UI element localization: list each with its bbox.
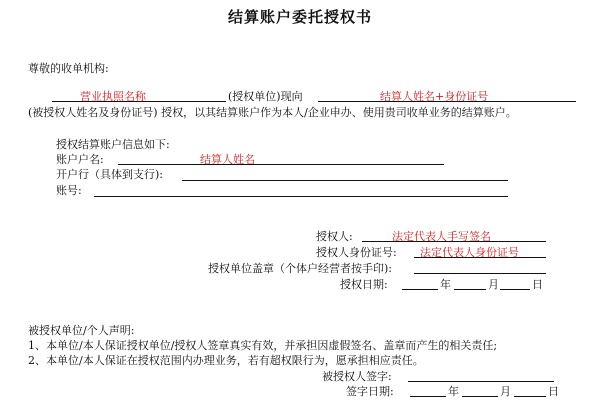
account-holder-label: 账户户名:	[56, 153, 104, 166]
business-license-name-placeholder: 营业执照名称	[80, 90, 146, 103]
auth-year-label: 年	[440, 278, 451, 291]
signer-label: 被授权人签字:	[322, 370, 392, 383]
authorization-continuation: (被授权人姓名及身份证号) 授权，以其结算账户作为本人/企业申办、使用贵司收单业务的结算账户。	[28, 106, 517, 119]
account-number-line[interactable]	[94, 196, 508, 197]
authorizer-label: 授权人:	[316, 230, 353, 243]
signer-line[interactable]	[408, 381, 554, 382]
authorizer-id-placeholder: 法定代表人身份证号	[420, 246, 519, 259]
authorization-date-label: 授权日期:	[340, 278, 388, 291]
account-holder-line[interactable]	[118, 164, 444, 165]
sign-month-line[interactable]	[462, 396, 498, 397]
auth-month-label: 月	[488, 278, 499, 291]
salutation: 尊敬的收单机构:	[28, 62, 109, 75]
declaration-heading: 被授权单位/个人声明:	[28, 324, 135, 337]
auth-day-line[interactable]	[500, 289, 530, 290]
settlement-person-placeholder: 结算人姓名+身份证号	[380, 90, 489, 103]
account-info-heading: 授权结算账户信息如下:	[56, 138, 170, 151]
account-holder-placeholder: 结算人姓名	[200, 153, 255, 166]
sign-year-label: 年	[448, 385, 459, 398]
sign-month-label: 月	[500, 385, 511, 398]
authorizer-id-label: 授权人身份证号:	[316, 246, 397, 259]
sign-year-line[interactable]	[410, 396, 446, 397]
authorizer-placeholder: 法定代表人手写签名	[392, 230, 491, 243]
bank-branch-line[interactable]	[182, 180, 508, 181]
account-number-label: 账号:	[56, 184, 82, 197]
auth-month-line[interactable]	[454, 289, 486, 290]
auth-day-label: 日	[532, 278, 543, 291]
auth-year-line[interactable]	[402, 289, 438, 290]
declaration-item-1: 1、本单位/本人保证授权单位/授权人签章真实有效，并承担因虚假签名、盖章而产生的相关责任;	[28, 339, 498, 352]
declaration-item-2: 2、本单位/本人保证在授权范围内办理业务，若有超权限行为，愿承担相应责任。	[28, 354, 424, 367]
document-title: 结算账户委托授权书	[227, 8, 372, 26]
sign-day-line[interactable]	[514, 396, 546, 397]
bank-branch-label: 开户行（具体到支行):	[56, 168, 163, 181]
signing-date-label: 签字日期:	[346, 385, 394, 398]
authorizing-party-text: (授权单位)现向	[228, 90, 303, 103]
seal-label: 授权单位盖章（个体户经营者按手印):	[208, 262, 392, 275]
sign-day-label: 日	[548, 385, 559, 398]
seal-line[interactable]	[414, 273, 546, 274]
